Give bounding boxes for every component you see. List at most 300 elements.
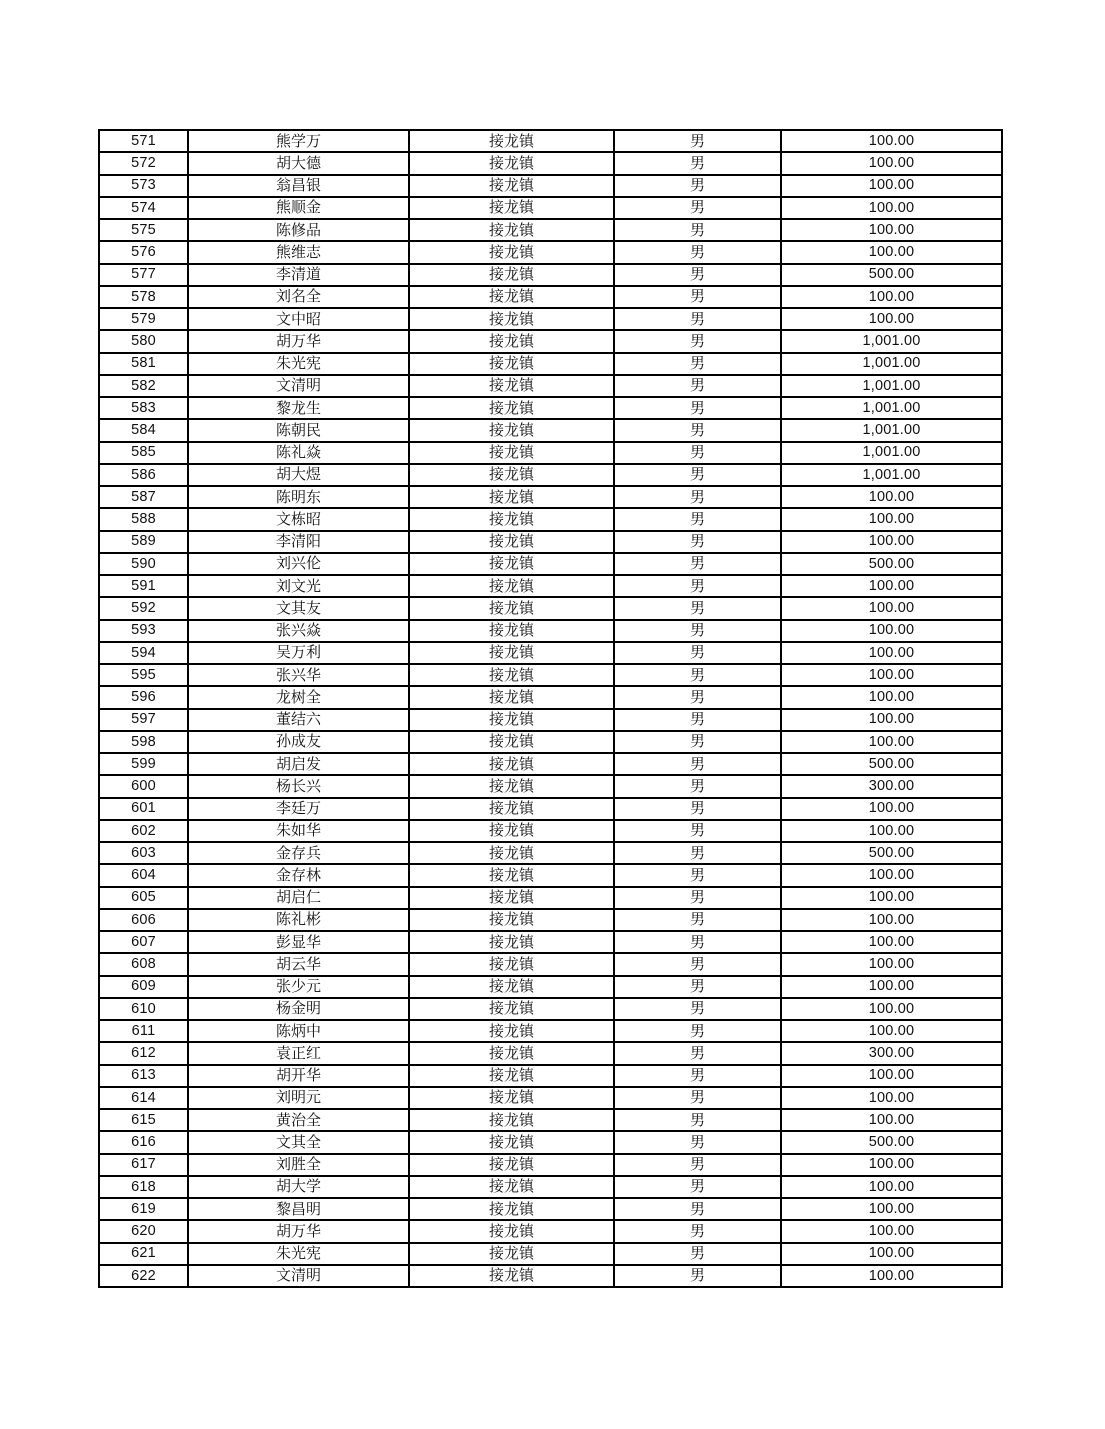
table-row: [99, 308, 1002, 330]
gender-cell: 男: [614, 353, 781, 375]
gender-cell: 男: [614, 798, 781, 820]
amount-cell: 100.00: [781, 731, 1002, 753]
amount-cell: 100.00: [781, 575, 1002, 597]
town-cell: 接龙镇: [409, 353, 614, 375]
serial-number-cell: 595: [99, 664, 188, 686]
serial-number-cell: 621: [99, 1243, 188, 1265]
person-name-cell: 朱光宪: [188, 353, 409, 375]
table-row: [99, 486, 1002, 508]
amount-cell: 100.00: [781, 1198, 1002, 1220]
table-row: [99, 1154, 1002, 1176]
serial-number-cell: 599: [99, 753, 188, 775]
person-name-cell: 熊学万: [188, 130, 409, 152]
table-row: [99, 953, 1002, 975]
town-cell: 接龙镇: [409, 330, 614, 352]
amount-cell: 500.00: [781, 842, 1002, 864]
person-name-cell: 张兴华: [188, 664, 409, 686]
town-cell: 接龙镇: [409, 709, 614, 731]
town-cell: 接龙镇: [409, 1220, 614, 1242]
town-cell: 接龙镇: [409, 1265, 614, 1287]
person-name-cell: 文其友: [188, 597, 409, 619]
amount-cell: 100.00: [781, 887, 1002, 909]
town-cell: 接龙镇: [409, 1243, 614, 1265]
serial-number-cell: 602: [99, 820, 188, 842]
serial-number-cell: 601: [99, 798, 188, 820]
amount-cell: 100.00: [781, 686, 1002, 708]
person-name-cell: 彭显华: [188, 931, 409, 953]
table-row: [99, 642, 1002, 664]
person-name-cell: 孙成友: [188, 731, 409, 753]
serial-number-cell: 588: [99, 508, 188, 530]
serial-number-cell: 596: [99, 686, 188, 708]
person-name-cell: 刘明元: [188, 1087, 409, 1109]
person-name-cell: 李清道: [188, 264, 409, 286]
town-cell: 接龙镇: [409, 152, 614, 174]
amount-cell: 100.00: [781, 1176, 1002, 1198]
gender-cell: 男: [614, 419, 781, 441]
person-name-cell: 刘名全: [188, 286, 409, 308]
town-cell: 接龙镇: [409, 1087, 614, 1109]
gender-cell: 男: [614, 486, 781, 508]
person-name-cell: 胡开华: [188, 1065, 409, 1087]
serial-number-cell: 620: [99, 1220, 188, 1242]
amount-cell: 100.00: [781, 820, 1002, 842]
amount-cell: 1,001.00: [781, 397, 1002, 419]
town-cell: 接龙镇: [409, 664, 614, 686]
table-row: [99, 330, 1002, 352]
gender-cell: 男: [614, 308, 781, 330]
town-cell: 接龙镇: [409, 1042, 614, 1064]
gender-cell: 男: [614, 709, 781, 731]
serial-number-cell: 579: [99, 308, 188, 330]
roster-table-body: [99, 130, 1002, 1287]
town-cell: 接龙镇: [409, 1020, 614, 1042]
gender-cell: 男: [614, 1265, 781, 1287]
amount-cell: 500.00: [781, 553, 1002, 575]
gender-cell: 男: [614, 330, 781, 352]
gender-cell: 男: [614, 909, 781, 931]
person-name-cell: 朱光宪: [188, 1243, 409, 1265]
gender-cell: 男: [614, 197, 781, 219]
gender-cell: 男: [614, 597, 781, 619]
person-name-cell: 刘兴伦: [188, 553, 409, 575]
serial-number-cell: 616: [99, 1131, 188, 1153]
amount-cell: 1,001.00: [781, 353, 1002, 375]
table-row: [99, 864, 1002, 886]
table-row: [99, 1220, 1002, 1242]
gender-cell: 男: [614, 998, 781, 1020]
serial-number-cell: 586: [99, 464, 188, 486]
table-row: [99, 575, 1002, 597]
town-cell: 接龙镇: [409, 397, 614, 419]
serial-number-cell: 593: [99, 620, 188, 642]
gender-cell: 男: [614, 1109, 781, 1131]
serial-number-cell: 605: [99, 887, 188, 909]
person-name-cell: 翁昌银: [188, 175, 409, 197]
serial-number-cell: 578: [99, 286, 188, 308]
amount-cell: 100.00: [781, 597, 1002, 619]
amount-cell: 100.00: [781, 998, 1002, 1020]
gender-cell: 男: [614, 731, 781, 753]
town-cell: 接龙镇: [409, 531, 614, 553]
table-row: [99, 397, 1002, 419]
table-row: [99, 597, 1002, 619]
amount-cell: 1,001.00: [781, 419, 1002, 441]
person-name-cell: 陈朝民: [188, 419, 409, 441]
amount-cell: 100.00: [781, 1154, 1002, 1176]
table-row: [99, 1176, 1002, 1198]
person-name-cell: 黎昌明: [188, 1198, 409, 1220]
gender-cell: 男: [614, 1176, 781, 1198]
town-cell: 接龙镇: [409, 241, 614, 263]
serial-number-cell: 610: [99, 998, 188, 1020]
gender-cell: 男: [614, 286, 781, 308]
table-row: [99, 241, 1002, 263]
gender-cell: 男: [614, 775, 781, 797]
town-cell: 接龙镇: [409, 909, 614, 931]
town-cell: 接龙镇: [409, 1065, 614, 1087]
town-cell: 接龙镇: [409, 998, 614, 1020]
gender-cell: 男: [614, 464, 781, 486]
amount-cell: 100.00: [781, 1109, 1002, 1131]
gender-cell: 男: [614, 1198, 781, 1220]
person-name-cell: 黎龙生: [188, 397, 409, 419]
serial-number-cell: 592: [99, 597, 188, 619]
person-name-cell: 胡万华: [188, 330, 409, 352]
amount-cell: 100.00: [781, 1220, 1002, 1242]
table-row: [99, 1087, 1002, 1109]
town-cell: 接龙镇: [409, 375, 614, 397]
serial-number-cell: 619: [99, 1198, 188, 1220]
person-name-cell: 杨长兴: [188, 775, 409, 797]
serial-number-cell: 594: [99, 642, 188, 664]
town-cell: 接龙镇: [409, 219, 614, 241]
town-cell: 接龙镇: [409, 286, 614, 308]
amount-cell: 100.00: [781, 709, 1002, 731]
person-name-cell: 陈礼焱: [188, 442, 409, 464]
amount-cell: 100.00: [781, 953, 1002, 975]
serial-number-cell: 590: [99, 553, 188, 575]
gender-cell: 男: [614, 864, 781, 886]
gender-cell: 男: [614, 620, 781, 642]
amount-cell: 100.00: [781, 531, 1002, 553]
gender-cell: 男: [614, 175, 781, 197]
town-cell: 接龙镇: [409, 775, 614, 797]
table-row: [99, 464, 1002, 486]
town-cell: 接龙镇: [409, 686, 614, 708]
gender-cell: 男: [614, 1220, 781, 1242]
table-row: [99, 1042, 1002, 1064]
serial-number-cell: 622: [99, 1265, 188, 1287]
gender-cell: 男: [614, 1065, 781, 1087]
amount-cell: 100.00: [781, 219, 1002, 241]
town-cell: 接龙镇: [409, 464, 614, 486]
amount-cell: 100.00: [781, 620, 1002, 642]
serial-number-cell: 574: [99, 197, 188, 219]
person-name-cell: 熊维志: [188, 241, 409, 263]
amount-cell: 100.00: [781, 1087, 1002, 1109]
town-cell: 接龙镇: [409, 575, 614, 597]
serial-number-cell: 609: [99, 976, 188, 998]
person-name-cell: 杨金明: [188, 998, 409, 1020]
table-row: [99, 1131, 1002, 1153]
table-row: [99, 130, 1002, 152]
person-name-cell: 李清阳: [188, 531, 409, 553]
gender-cell: 男: [614, 553, 781, 575]
gender-cell: 男: [614, 1042, 781, 1064]
serial-number-cell: 572: [99, 152, 188, 174]
town-cell: 接龙镇: [409, 953, 614, 975]
serial-number-cell: 583: [99, 397, 188, 419]
amount-cell: 100.00: [781, 286, 1002, 308]
town-cell: 接龙镇: [409, 1154, 614, 1176]
gender-cell: 男: [614, 130, 781, 152]
table-row: [99, 197, 1002, 219]
town-cell: 接龙镇: [409, 1176, 614, 1198]
town-cell: 接龙镇: [409, 1198, 614, 1220]
person-name-cell: 刘胜全: [188, 1154, 409, 1176]
serial-number-cell: 613: [99, 1065, 188, 1087]
town-cell: 接龙镇: [409, 419, 614, 441]
person-name-cell: 陈礼彬: [188, 909, 409, 931]
town-cell: 接龙镇: [409, 553, 614, 575]
serial-number-cell: 587: [99, 486, 188, 508]
amount-cell: 100.00: [781, 1265, 1002, 1287]
person-name-cell: 吴万利: [188, 642, 409, 664]
town-cell: 接龙镇: [409, 1131, 614, 1153]
gender-cell: 男: [614, 887, 781, 909]
amount-cell: 500.00: [781, 753, 1002, 775]
table-row: [99, 1243, 1002, 1265]
serial-number-cell: 577: [99, 264, 188, 286]
gender-cell: 男: [614, 1087, 781, 1109]
gender-cell: 男: [614, 219, 781, 241]
person-name-cell: 胡大煜: [188, 464, 409, 486]
amount-cell: 100.00: [781, 508, 1002, 530]
town-cell: 接龙镇: [409, 1109, 614, 1131]
serial-number-cell: 600: [99, 775, 188, 797]
table-row: [99, 731, 1002, 753]
person-name-cell: 龙树全: [188, 686, 409, 708]
person-name-cell: 文栋昭: [188, 508, 409, 530]
gender-cell: 男: [614, 842, 781, 864]
person-name-cell: 张兴焱: [188, 620, 409, 642]
amount-cell: 100.00: [781, 931, 1002, 953]
table-row: [99, 508, 1002, 530]
table-row: [99, 1198, 1002, 1220]
serial-number-cell: 598: [99, 731, 188, 753]
table-row: [99, 1265, 1002, 1287]
table-row: [99, 753, 1002, 775]
serial-number-cell: 614: [99, 1087, 188, 1109]
table-row: [99, 798, 1002, 820]
serial-number-cell: 589: [99, 531, 188, 553]
amount-cell: 100.00: [781, 909, 1002, 931]
town-cell: 接龙镇: [409, 175, 614, 197]
gender-cell: 男: [614, 152, 781, 174]
amount-cell: 100.00: [781, 197, 1002, 219]
amount-cell: 100.00: [781, 642, 1002, 664]
gender-cell: 男: [614, 264, 781, 286]
person-name-cell: 胡大德: [188, 152, 409, 174]
gender-cell: 男: [614, 397, 781, 419]
town-cell: 接龙镇: [409, 264, 614, 286]
serial-number-cell: 615: [99, 1109, 188, 1131]
town-cell: 接龙镇: [409, 308, 614, 330]
amount-cell: 100.00: [781, 798, 1002, 820]
person-name-cell: 刘文光: [188, 575, 409, 597]
gender-cell: 男: [614, 642, 781, 664]
amount-cell: 500.00: [781, 1131, 1002, 1153]
gender-cell: 男: [614, 575, 781, 597]
amount-cell: 100.00: [781, 308, 1002, 330]
person-name-cell: 胡启发: [188, 753, 409, 775]
serial-number-cell: 607: [99, 931, 188, 953]
serial-number-cell: 611: [99, 1020, 188, 1042]
person-name-cell: 黄治全: [188, 1109, 409, 1131]
amount-cell: 100.00: [781, 175, 1002, 197]
table-row: [99, 531, 1002, 553]
amount-cell: 100.00: [781, 664, 1002, 686]
gender-cell: 男: [614, 931, 781, 953]
table-row: [99, 820, 1002, 842]
table-row: [99, 620, 1002, 642]
table-row: [99, 1109, 1002, 1131]
serial-number-cell: 612: [99, 1042, 188, 1064]
table-row: [99, 375, 1002, 397]
gender-cell: 男: [614, 664, 781, 686]
table-row: [99, 553, 1002, 575]
town-cell: 接龙镇: [409, 931, 614, 953]
table-row: [99, 1020, 1002, 1042]
table-row: [99, 709, 1002, 731]
amount-cell: 300.00: [781, 1042, 1002, 1064]
person-name-cell: 朱如华: [188, 820, 409, 842]
serial-number-cell: 573: [99, 175, 188, 197]
amount-cell: 1,001.00: [781, 464, 1002, 486]
town-cell: 接龙镇: [409, 508, 614, 530]
gender-cell: 男: [614, 508, 781, 530]
town-cell: 接龙镇: [409, 197, 614, 219]
serial-number-cell: 575: [99, 219, 188, 241]
gender-cell: 男: [614, 1154, 781, 1176]
town-cell: 接龙镇: [409, 642, 614, 664]
town-cell: 接龙镇: [409, 820, 614, 842]
table-row: [99, 175, 1002, 197]
table-row: [99, 998, 1002, 1020]
amount-cell: 100.00: [781, 152, 1002, 174]
person-name-cell: 胡万华: [188, 1220, 409, 1242]
gender-cell: 男: [614, 241, 781, 263]
amount-cell: 100.00: [781, 1243, 1002, 1265]
amount-cell: 100.00: [781, 130, 1002, 152]
person-name-cell: 袁正红: [188, 1042, 409, 1064]
table-row: [99, 775, 1002, 797]
town-cell: 接龙镇: [409, 442, 614, 464]
roster-table: [98, 129, 1003, 1288]
gender-cell: 男: [614, 976, 781, 998]
person-name-cell: 文其全: [188, 1131, 409, 1153]
table-row: [99, 931, 1002, 953]
serial-number-cell: 584: [99, 419, 188, 441]
serial-number-cell: 591: [99, 575, 188, 597]
serial-number-cell: 617: [99, 1154, 188, 1176]
table-row: [99, 1065, 1002, 1087]
serial-number-cell: 580: [99, 330, 188, 352]
serial-number-cell: 603: [99, 842, 188, 864]
table-row: [99, 219, 1002, 241]
amount-cell: 1,001.00: [781, 330, 1002, 352]
person-name-cell: 张少元: [188, 976, 409, 998]
serial-number-cell: 581: [99, 353, 188, 375]
amount-cell: 100.00: [781, 864, 1002, 886]
gender-cell: 男: [614, 442, 781, 464]
amount-cell: 100.00: [781, 976, 1002, 998]
gender-cell: 男: [614, 953, 781, 975]
person-name-cell: 胡大学: [188, 1176, 409, 1198]
person-name-cell: 金存林: [188, 864, 409, 886]
gender-cell: 男: [614, 375, 781, 397]
person-name-cell: 熊顺金: [188, 197, 409, 219]
gender-cell: 男: [614, 531, 781, 553]
table-row: [99, 686, 1002, 708]
table-row: [99, 664, 1002, 686]
town-cell: 接龙镇: [409, 486, 614, 508]
amount-cell: 100.00: [781, 241, 1002, 263]
gender-cell: 男: [614, 1131, 781, 1153]
serial-number-cell: 597: [99, 709, 188, 731]
town-cell: 接龙镇: [409, 620, 614, 642]
person-name-cell: 陈炳中: [188, 1020, 409, 1042]
person-name-cell: 陈修品: [188, 219, 409, 241]
gender-cell: 男: [614, 1243, 781, 1265]
amount-cell: 1,001.00: [781, 442, 1002, 464]
serial-number-cell: 585: [99, 442, 188, 464]
amount-cell: 500.00: [781, 264, 1002, 286]
town-cell: 接龙镇: [409, 864, 614, 886]
amount-cell: 100.00: [781, 1065, 1002, 1087]
person-name-cell: 文清明: [188, 375, 409, 397]
table-row: [99, 842, 1002, 864]
serial-number-cell: 618: [99, 1176, 188, 1198]
table-row: [99, 442, 1002, 464]
serial-number-cell: 582: [99, 375, 188, 397]
person-name-cell: 董结六: [188, 709, 409, 731]
amount-cell: 300.00: [781, 775, 1002, 797]
town-cell: 接龙镇: [409, 130, 614, 152]
town-cell: 接龙镇: [409, 597, 614, 619]
person-name-cell: 李廷万: [188, 798, 409, 820]
table-row: [99, 152, 1002, 174]
serial-number-cell: 606: [99, 909, 188, 931]
gender-cell: 男: [614, 820, 781, 842]
table-row: [99, 887, 1002, 909]
gender-cell: 男: [614, 753, 781, 775]
gender-cell: 男: [614, 1020, 781, 1042]
town-cell: 接龙镇: [409, 731, 614, 753]
town-cell: 接龙镇: [409, 753, 614, 775]
person-name-cell: 文清明: [188, 1265, 409, 1287]
table-row: [99, 286, 1002, 308]
town-cell: 接龙镇: [409, 842, 614, 864]
table-row: [99, 353, 1002, 375]
serial-number-cell: 604: [99, 864, 188, 886]
amount-cell: 100.00: [781, 486, 1002, 508]
town-cell: 接龙镇: [409, 798, 614, 820]
table-row: [99, 419, 1002, 441]
town-cell: 接龙镇: [409, 976, 614, 998]
person-name-cell: 胡启仁: [188, 887, 409, 909]
